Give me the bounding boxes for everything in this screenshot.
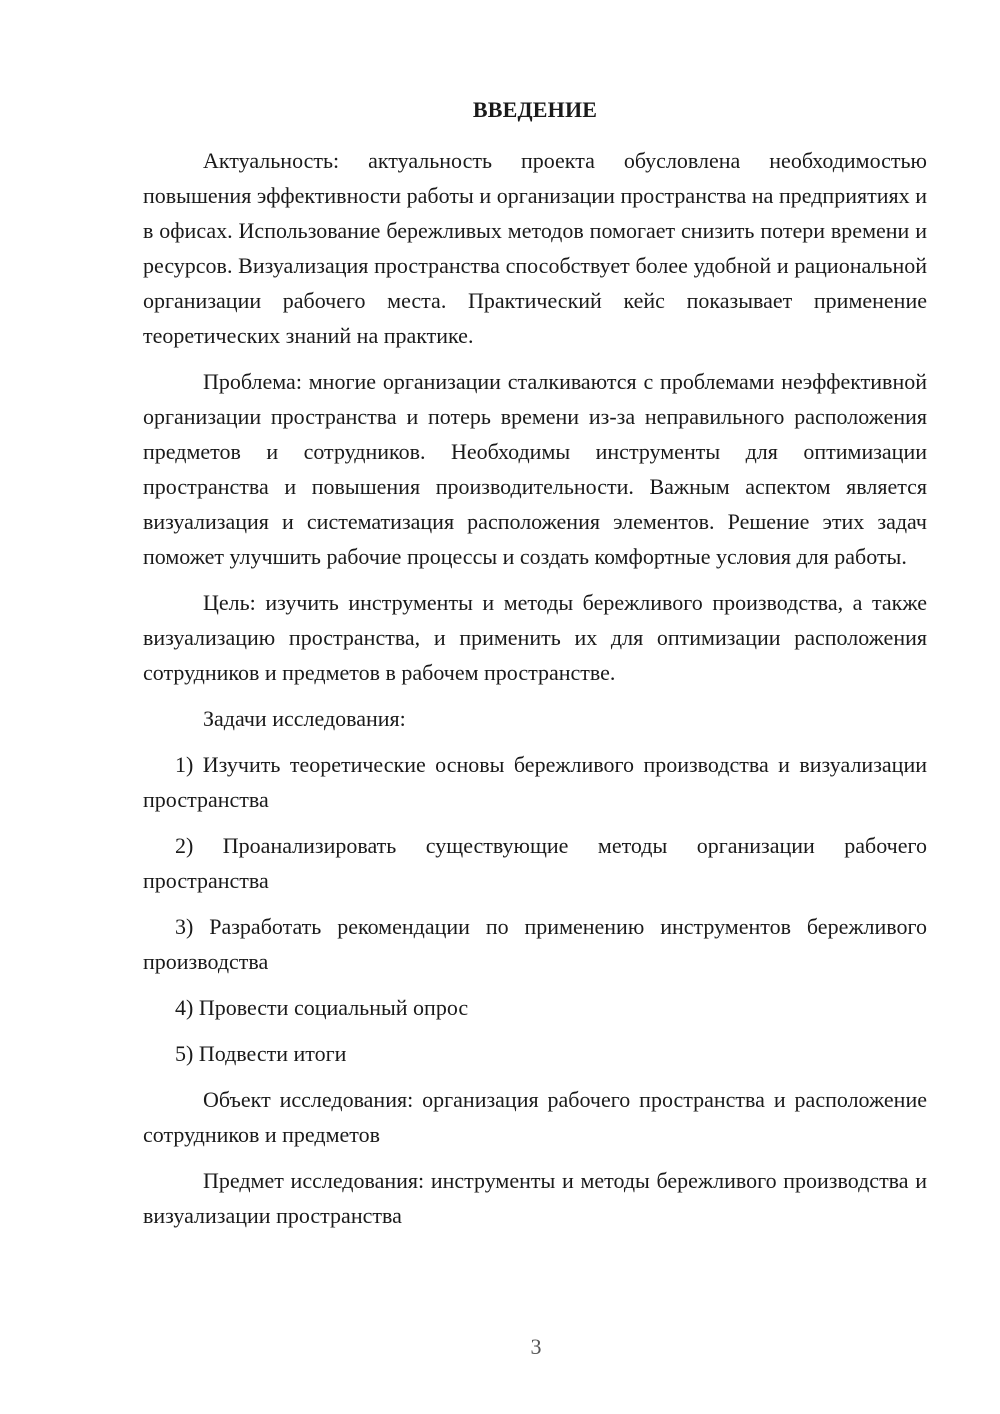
task-item: 5) Подвести итоги	[175, 1041, 347, 1066]
task-item: 3) Разработать рекомендации по применению инструментов бережливого производства	[143, 914, 927, 974]
goal-paragraph: Цель: изучить инструменты и методы бережливого производства, а также визуализацию пространства, и применить их для оптимизации расположения сотрудников и предметов в рабочем пространстве.	[143, 590, 927, 685]
tasks-heading: Задачи исследования:	[203, 706, 406, 731]
task-item: 2) Проанализировать существующие методы организации рабочего пространства	[143, 833, 927, 893]
research-object-paragraph: Объект исследования: организация рабочего пространства и расположение сотрудников и предметов	[143, 1087, 927, 1147]
document-page	[143, 96, 927, 1244]
task-item: 4) Провести социальный опрос	[175, 995, 469, 1020]
research-subject-paragraph: Предмет исследования: инструменты и методы бережливого производства и визуализации пространства	[143, 1168, 927, 1228]
page-number: 3	[530, 1334, 542, 1359]
relevance-paragraph: Актуальность: актуальность проекта обусловлена необходимостью повышения эффективности работы и организации пространства на предприятиях и в офисах. Использование бережливых методов помогает снизить потери времени и ресурсов. Визуализация пространства способствует более удобной и рациональной организации рабочего места. Практический кейс показывает применение теоретических знаний на практике.	[143, 148, 927, 348]
problem-paragraph: Проблема: многие организации сталкиваются с проблемами неэффективной организации пространства и потерь времени из-за неправильного расположения предметов и сотрудников. Необходимы инструменты для оптимизации пространства и повышения производительности. Важным аспектом является визуализация и систематизация расположения элементов. Решение этих задач поможет улучшить рабочие процессы и создать комфортные условия для работы.	[143, 369, 927, 569]
section-title: ВВЕДЕНИЕ	[472, 97, 598, 122]
task-item: 1) Изучить теоретические основы бережливого производства и визуализации пространства	[143, 752, 927, 812]
